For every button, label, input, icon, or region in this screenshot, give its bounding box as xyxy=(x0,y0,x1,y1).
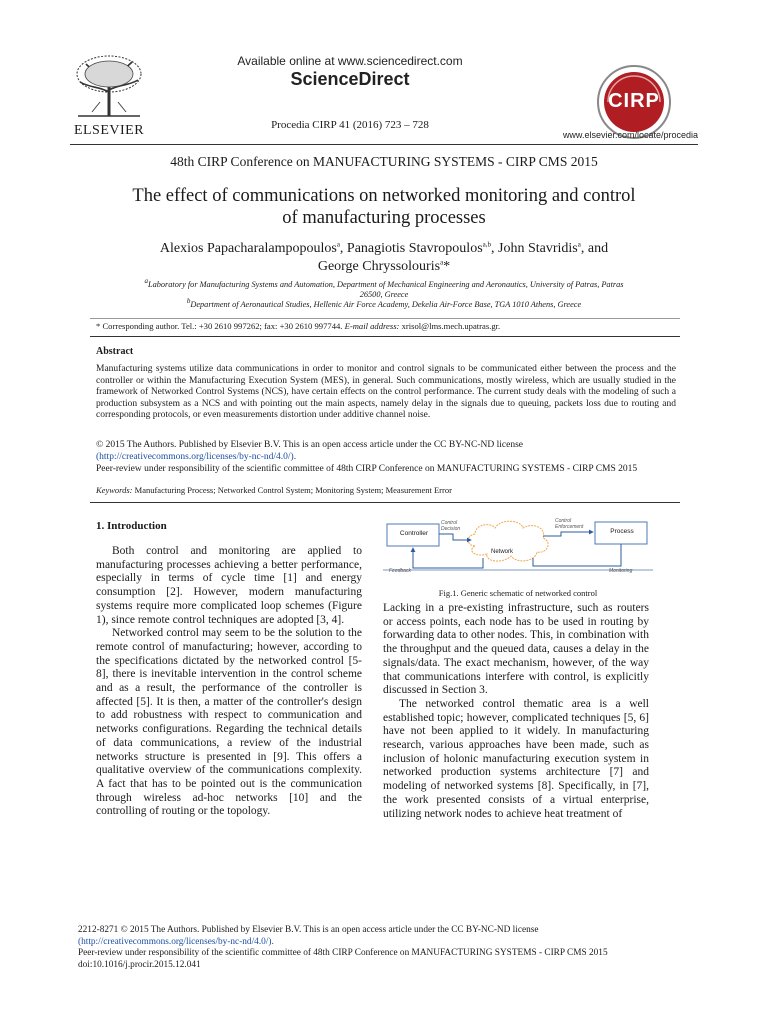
control-enforcement-label xyxy=(555,518,583,530)
introduction-paragraph-2: Networked control may seem to be the solution to the remote control of manufacturing; however, according to the specifications dictated by the networked control [5-8], there is inevitable intervention in the control scheme and as a result, the performance of the controller is affected [5]. It is then, a matter of the controller's design to add robustness with respect to communication and networks configurations. Regarding the technical details of data communications, a review of the industrial networks structure is presented in [9]. This offers a qualitative overview of the communications complexity. A fact that has to be pointed out is the communication through wireless ad-hoc networks [10] and the controlling of routing or the topology. xyxy=(96,627,362,818)
author-3-affil: a xyxy=(577,240,581,249)
affil-a-marker: a xyxy=(144,277,148,286)
process-label: Process xyxy=(610,528,634,535)
monitoring-label: Monitoring xyxy=(609,568,633,574)
keywords xyxy=(96,485,452,495)
elsevier-logo xyxy=(70,52,148,138)
author-list xyxy=(70,240,698,276)
author-1-affil: a xyxy=(336,240,340,249)
footer-license-link[interactable]: (http://creativecommons.org/licenses/by-nc-nd/4.0/). xyxy=(78,936,274,947)
abstract-rule-top xyxy=(90,336,680,337)
figure-1-caption: Fig.1. Generic schematic of networked control xyxy=(438,588,598,598)
sciencedirect-brand: ScienceDirect xyxy=(290,69,410,89)
corresponding-author xyxy=(96,321,500,331)
author-3: , John Stavridis xyxy=(491,241,578,256)
right-column-body xyxy=(383,602,649,821)
author-4-affil: a xyxy=(440,258,444,267)
available-online-text: Available online at www.sciencedirect.com xyxy=(237,54,463,68)
figure-1 xyxy=(383,512,653,582)
control-decision-label-1: Control xyxy=(441,520,458,526)
introduction-heading: 1. Introduction xyxy=(96,520,167,532)
control-decision-label-2: Decision xyxy=(441,526,461,532)
corresponding-contact: * Corresponding author. Tel.: +30 2610 997262; fax: +30 2610 997744. xyxy=(96,321,343,331)
control-enforcement-label-1: Control xyxy=(555,518,572,524)
controller-label: Controller xyxy=(399,530,429,537)
cirp-logo xyxy=(596,64,672,140)
conference-name: 48th CIRP Conference on MANUFACTURING SYSTEMS - CIRP CMS 2015 xyxy=(170,154,598,169)
abstract-heading: Abstract xyxy=(96,346,134,357)
journal-url[interactable]: www.elsevier.com/locate/procedia xyxy=(562,130,698,140)
cirp-logo-text: CIRP xyxy=(608,90,660,112)
corresponding-rule-top xyxy=(90,318,680,319)
elsevier-tree-icon xyxy=(70,52,148,118)
header-rule xyxy=(70,144,698,145)
paper-title-line2: of manufacturing processes xyxy=(282,208,486,228)
introduction-paragraph-1: Both control and monitoring are applied to manufacturing processes achieving a better performance, especially in terms of cycle time [1] and energy consumption [2]. However, modern manufacturing systems require more complicated loop schemes (Figure 1), since remote control techniques are adopted [3, 4]. xyxy=(96,545,362,626)
footer-issn-copyright: 2212-8271 © 2015 The Authors. Published by Elsevier B.V. This is an open access article under the CC BY-NC-ND license xyxy=(78,925,539,935)
control-enforcement-arrow xyxy=(543,532,593,536)
footer xyxy=(78,925,698,971)
footer-doi[interactable]: doi:10.1016/j.procir.2015.12.041 xyxy=(78,959,201,970)
control-enforcement-label-2: Enforcement xyxy=(555,524,584,530)
right-paragraph-2: The networked control thematic area is a well established topic; however, complicated techniques [5, 6] have not been applied to it widely. In manufacturing research, various approaches have been made, such as inclusion of holonic manufacturing execution system in networked production systems architecture [7] and modeling of networked systems [8]. Specifically, in [7], the work presented consists of a virtual enterprise, utilizing network nodes to achieve heat treatment of xyxy=(383,697,649,820)
journal-reference: Procedia CIRP 41 (2016) 723 – 728 xyxy=(271,119,429,131)
footer-peer-review: Peer-review under responsibility of the scientific committee of 48th CIRP Conference on MANUFACTURING SYSTEMS - CIRP CMS 2015 xyxy=(78,948,608,959)
author-1: Alexios Papacharalampopoulos xyxy=(159,241,337,256)
abstract-text: Manufacturing systems utilize data communications in order to monitor and control signals to be communicated either between the process and the controller or within the Manufacturing Execution System (MES), in general. Such communications, mostly wireless, which are usually studied in the framework of Networked Control Systems (NCS), have certain effects on the control performance. The current study deals with the modeling of such a production subsystem as a NCS and with pointing out the main aspects, namely delay in the signals due to queuing, packets loss due to routing and corresponding protocols, or even measurements distortion under additive channel noise. xyxy=(96,364,676,421)
author-list-and: , and xyxy=(580,241,609,256)
author-4: George Chryssolouris xyxy=(317,259,441,274)
abstract-copyright: © 2015 The Authors. Published by Elsevier B.V. This is an open access article under the CC BY-NC-ND license xyxy=(96,440,524,450)
right-paragraph-1: Lacking in a pre-existing infrastructure, such as routers or access points, each node has to be used in routing by forwarding data to other nodes. This, in combination with the throughput and the queued data, causes a delay in the signals/data. The exact mechanism, however, of the way that communications interfere with control, is explicitly discussed in Section 3. xyxy=(383,602,649,697)
abstract-peer-review: Peer-review under responsibility of the scientific committee of 48th CIRP Conference on MANUFACTURING SYSTEMS - CIRP CMS 2015 xyxy=(96,464,638,474)
paper-title xyxy=(70,185,698,229)
elsevier-wordmark: ELSEVIER xyxy=(73,123,145,138)
paper-title-line1: The effect of communications on networked monitoring and control xyxy=(132,186,636,206)
author-2-affil: a,b xyxy=(482,240,492,249)
affil-b-line: Department of Aeronautical Studies, Hellenic Air Force Academy, Dekelia Air-Force Base, TGA 1010 Athens, Greece xyxy=(190,300,582,309)
author-2: , Panagiotis Stavropoulos xyxy=(339,241,483,256)
affiliations xyxy=(70,277,698,310)
control-decision-label xyxy=(441,520,460,532)
abstract-license-link[interactable]: (http://creativecommons.org/licenses/by-nc-nd/4.0/). xyxy=(96,452,297,462)
email-label: E-mail address: xyxy=(344,321,400,331)
network-label: Network xyxy=(491,549,514,555)
network-cloud xyxy=(468,521,548,561)
keywords-list: Manufacturing Process; Networked Control System; Monitoring System; Measurement Error xyxy=(134,485,452,495)
feedback-label: Feedback xyxy=(389,568,411,574)
abstract-rule-bottom xyxy=(90,502,680,503)
affil-b-marker: b xyxy=(186,297,191,306)
corresponding-star: * xyxy=(443,259,451,274)
email-address[interactable]: xrisol@lms.mech.upatras.gr. xyxy=(401,321,501,331)
introduction-body xyxy=(96,545,362,819)
affil-a-line2: 26500, Greece xyxy=(359,290,409,299)
control-decision-arrow xyxy=(439,534,471,540)
affil-a-line1: Laboratory for Manufacturing Systems and Automation, Department of Mechanical Engineering and Aeronautics, University of Patras, Patras xyxy=(148,280,624,289)
keywords-label: Keywords: xyxy=(96,485,133,495)
